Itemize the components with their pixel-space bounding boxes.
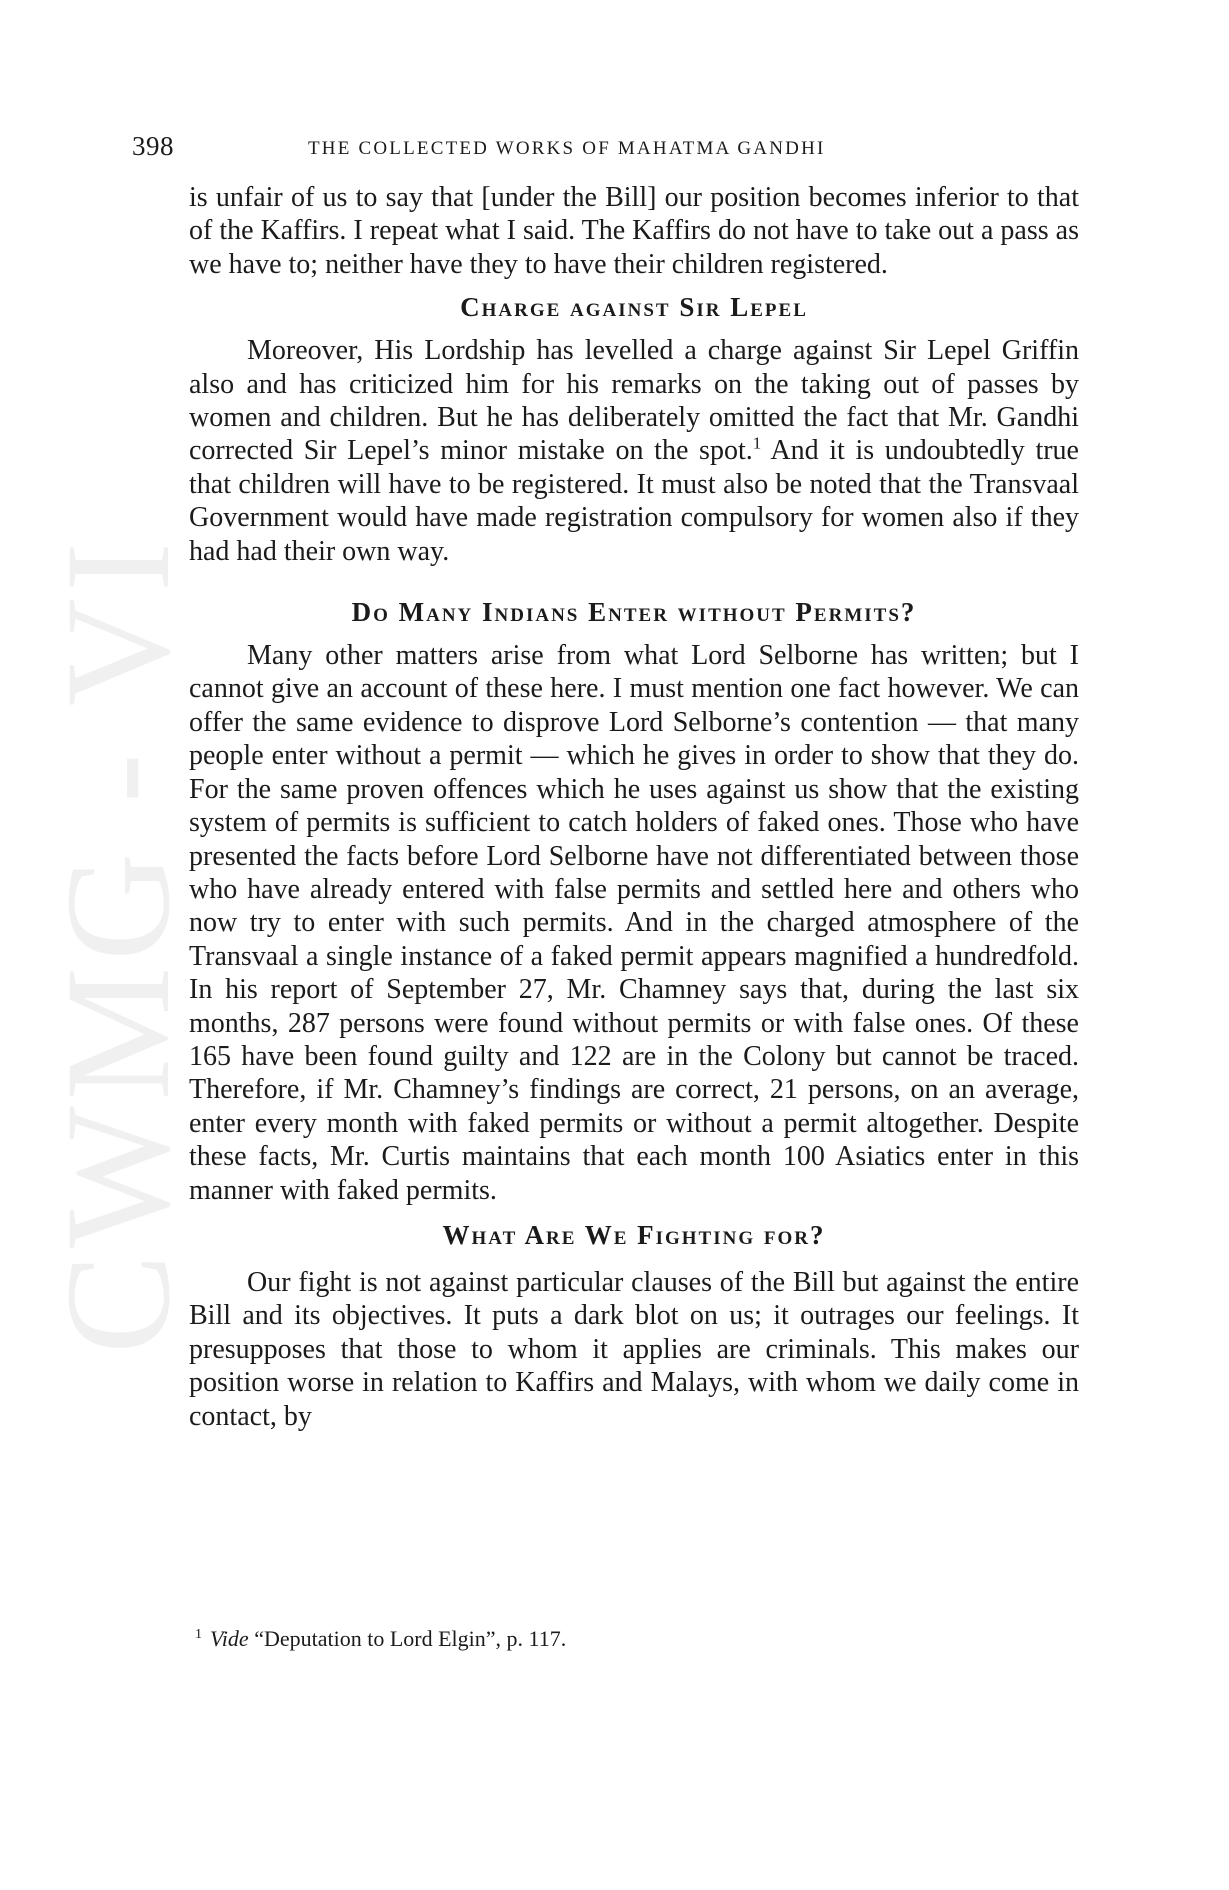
paragraph-2 [189,334,1079,568]
body-text [189,181,1079,1433]
footnote-number: 1 [195,1626,202,1642]
watermark-text: CWMG - VI [34,536,201,1354]
section-heading-charge: Charge against Sir Lepel [460,292,808,323]
paragraph-3: Many other matters arise from what Lord Selborne has written; but I cannot give an account of these here. I must mention one fact however. We can offer the same evidence to disprove Lord Selborne’s contention — that many people enter without a permit — which he gives in order to show that they do. For the same proven offences which he uses against us show that the existing system of permits is sufficient to catch holders of faked ones. Those who have presented the facts before Lord Selborne have not differentiated between those who have already entered with false permits and settled here and others who now try to enter with such permits. And in the charged atmosphere of the Transvaal a single instance of a faked permit appears magnified a hundredfold. In his report of September 27, Mr. Chamney says that, during the last six months, 287 persons were found without permits or with false ones. Of these 165 have been found guilty and 122 are in the Colony but cannot be traced. Therefore, if Mr. Chamney’s findings are correct, 21 persons, on an average, enter every month with faked permits or without a permit altogether. Despite these facts, Mr. Curtis maintains that each month 100 Asiatics enter in this manner with faked permits. [189,640,1079,1206]
page-number: 398 [132,131,174,161]
footnote-vide: Vide [210,1626,249,1651]
paragraph-4: Our fight is not against particular clauses of the Bill but against the entire Bill and its objectives. It puts a dark blot on us; it outrages our feelings. It presupposes that those to whom it applies are criminals. This makes our position worse in relation to Kaffirs and Malays, with whom we daily come in contact, by [189,1266,1079,1432]
paragraph-2-part-a: Moreover, His Lordship has levelled a charge against Sir Lepel Griffin also and has criticized him for his remarks on the taking out of passes by women and children. But he has deliberately omitted the fact that Mr. Gandhi corrected Sir Lepel’s minor mistake on the spot. [189,335,1079,467]
section-heading-fighting: What Are We Fighting for? [442,1219,826,1250]
footnote [195,1625,566,1653]
footnote-reference: 1 [752,434,762,454]
footnote-text: “Deputation to Lord Elgin”, p. 117. [248,1626,567,1651]
paragraph-1: is unfair of us to say that [under the Bill] our position becomes inferior to that of the Kaffirs. I repeat what I said. The Kaffirs do not have to take out a pass as we have to; neither have they to have their children registered. [189,182,1079,280]
paragraph-2-part-b: And it is undoubtedly true that children will have to be registered. It must also be noted that the Transvaal Government would have made registration compulsory for women also if they had had their own way. [189,435,1079,567]
running-head: THE COLLECTED WORKS OF MAHATMA GANDHI [308,138,826,159]
watermark [34,536,201,1354]
section-heading-permits: Do Many Indians Enter without Permits? [351,597,917,628]
